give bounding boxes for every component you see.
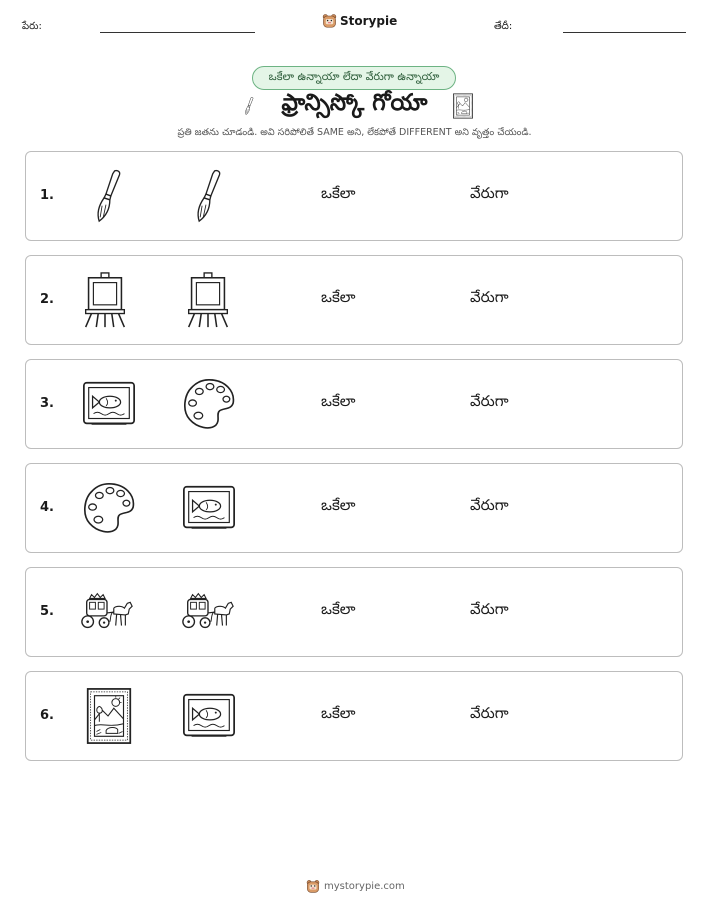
brand-name: Storypie	[340, 13, 398, 28]
fish-painting-icon	[80, 375, 138, 433]
different-option[interactable]: వేరుగా	[470, 704, 509, 722]
different-option[interactable]: వేరుగా	[470, 392, 509, 410]
page-title: ఫ్రాన్సిస్కో గోయా	[281, 90, 428, 116]
question-number: 1.	[40, 188, 54, 203]
footer-url[interactable]: mystorypie.com	[324, 880, 405, 892]
question-number: 5.	[40, 604, 54, 619]
same-option[interactable]: ఒకేలా	[321, 600, 356, 618]
question-number: 6.	[40, 708, 54, 723]
fish-painting-icon	[180, 479, 238, 537]
instructions: ప్రతి జతను చూడండి. అవి సరిపోలితే SAME అని, లేకపోతే DIFFERENT అని వృత్తం చేయండి.	[177, 127, 532, 138]
different-option[interactable]: వేరుగా	[470, 288, 509, 306]
question-row-3	[25, 359, 683, 449]
paintbrush-icon	[176, 167, 234, 225]
title-painting-icon	[450, 92, 476, 120]
palette-icon	[80, 479, 138, 537]
question-number: 3.	[40, 396, 54, 411]
footer	[306, 879, 405, 893]
same-option[interactable]: ఒకేలా	[321, 496, 356, 514]
same-option[interactable]: ఒకేలా	[321, 392, 356, 410]
carriage-icon	[78, 583, 136, 641]
same-option[interactable]: ఒకేలా	[321, 184, 356, 202]
different-option[interactable]: వేరుగా	[470, 600, 509, 618]
bear-logo-icon	[322, 13, 337, 28]
question-row-4	[25, 463, 683, 553]
question-row-2	[25, 255, 683, 345]
same-option[interactable]: ఒకేలా	[321, 704, 356, 722]
landscape-painting-icon	[80, 687, 138, 745]
same-option[interactable]: ఒకేలా	[321, 288, 356, 306]
worksheet-type-text: ఒకేలా ఉన్నాయా లేదా వేరుగా ఉన్నాయా	[268, 70, 440, 83]
easel-icon	[76, 271, 134, 329]
paintbrush-icon	[76, 167, 134, 225]
name-label: పేరు:	[22, 21, 42, 32]
question-number: 4.	[40, 500, 54, 515]
easel-icon	[179, 271, 237, 329]
bear-logo-icon	[306, 879, 320, 893]
date-label: తేదీ:	[494, 21, 513, 32]
different-option[interactable]: వేరుగా	[470, 496, 509, 514]
fish-painting-icon	[180, 687, 238, 745]
carriage-icon	[179, 583, 237, 641]
brand-logo	[322, 13, 397, 28]
different-option[interactable]: వేరుగా	[470, 184, 509, 202]
name-line[interactable]	[100, 32, 255, 33]
question-number: 2.	[40, 292, 54, 307]
palette-icon	[180, 375, 238, 433]
question-row-6	[25, 671, 683, 761]
question-row-1	[25, 151, 683, 241]
date-line[interactable]	[563, 32, 686, 33]
worksheet-type-badge	[252, 66, 456, 90]
question-row-5	[25, 567, 683, 657]
